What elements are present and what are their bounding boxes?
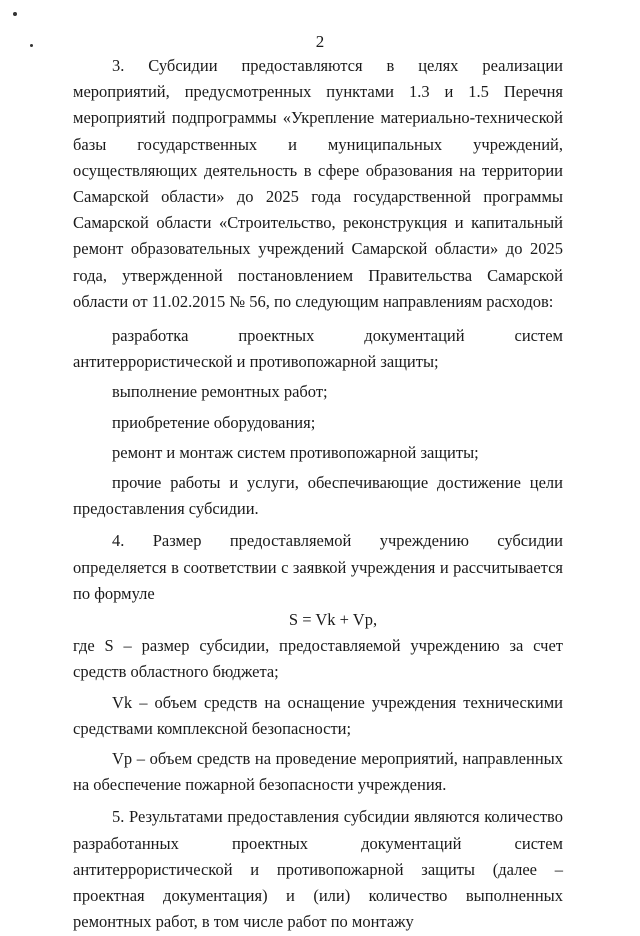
paragraph-5: 5. Результатами предоставления субсидии являются количество разработанных проектных документаций систем антитеррористической и противопожарной защиты (далее – проектная документация) и (или) количество выполненных ремонтных работ, в том числе работ по монтажу (73, 807, 563, 932)
definition-s: где S – размер субсидии, предоставляемой учреждению за счет средств областного бюджета; (73, 636, 563, 682)
list-item: приобретение оборудования; (112, 412, 316, 432)
page-number: 2 (315, 32, 325, 51)
definition-vp: Vp – объем средств на проведение мероприятий, направленных на обеспечение пожарной безопасности учреждения. (73, 749, 563, 795)
definition-vk: Vk – объем средств на оснащение учреждения техническими средствами комплексной безопасности; (73, 692, 563, 738)
scan-speck (13, 12, 17, 16)
paragraph-4: 4. Размер предоставляемой учреждению субсидии определяется в соответствии с заявкой учреждения и рассчитывается по формуле (73, 531, 563, 603)
list-item: разработка проектных документаций систем антитеррористической и противопожарной защиты; (73, 326, 563, 372)
document-body (73, 53, 563, 936)
formula: S = Vk + Vp, (288, 610, 378, 630)
list-item: ремонт и монтаж систем противопожарной защиты; (112, 442, 479, 462)
list-item: выполнение ремонтных работ; (112, 382, 328, 402)
list-item: прочие работы и услуги, обеспечивающие достижение цели предоставления субсидии. (73, 473, 563, 519)
paragraph-3: 3. Субсидии предоставляются в целях реализации мероприятий, предусмотренных пунктами 1.3 и 1.5 Перечня мероприятий подпрограммы «Укрепление материально-технической базы государственных и муниципальных учреждений, осуществляющих деятельность в сфере образования на территории Самарской области» до 2025 года государственной программы Самарской области «Строительство, реконструкция и капитальный ремонт образовательных учреждений Самарской области» до 2025 года, утвержденной постановлением Правительства Самарской области от 11.02.2015 № 56, по следующим направлениям расходов: (73, 56, 563, 311)
